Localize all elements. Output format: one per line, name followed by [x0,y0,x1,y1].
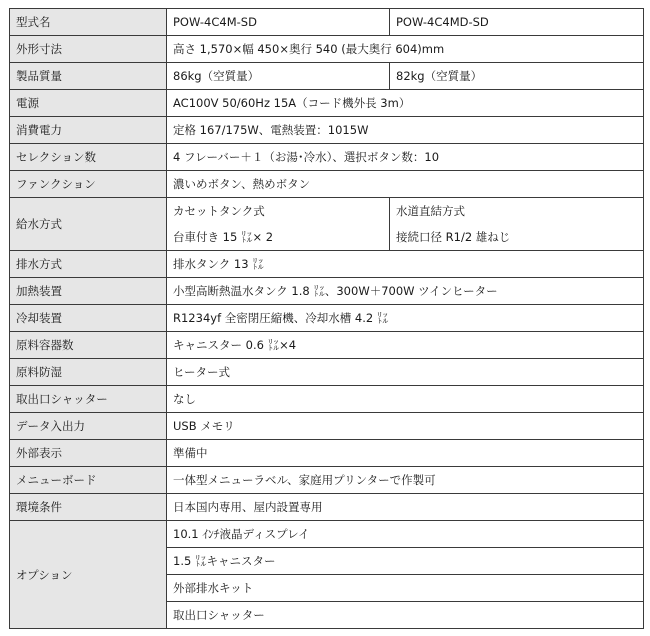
label-consumption: 消費電力 [10,117,167,144]
row-data-io [10,413,644,440]
option-item: 取出口シャッター [167,602,644,629]
row-model [10,9,644,36]
row-heater [10,278,644,305]
label-functions: ファンクション [10,171,167,198]
water-supply-a-line1: カセットタンク式 [173,204,265,218]
label-selections: セレクション数 [10,144,167,171]
label-menu-board: メニューボード [10,467,167,494]
value-functions: 濃いめボタン、熱めボタン [167,171,644,198]
row-cooler [10,305,644,332]
option-item: 10.1 ｲﾝﾁ液晶ディスプレイ [167,521,644,548]
value-dimensions: 高さ 1,570×幅 450×奥行 540 (最大奥行 604)mm [167,36,644,63]
value-weight-a: 86kg（空質量） [167,63,390,90]
label-water-supply: 給水方式 [10,198,167,251]
row-functions [10,171,644,198]
value-consumption: 定格 167/175W、電熱装置：1015W [167,117,644,144]
label-drain: 排水方式 [10,251,167,278]
value-model-b: POW-4C4MD-SD [390,9,644,36]
label-dimensions: 外形寸法 [10,36,167,63]
value-heater: 小型高断熱温水タンク 1.8 ㍑、300W＋700W ツインヒーター [167,278,644,305]
value-model-a: POW-4C4M-SD [167,9,390,36]
label-cooler: 冷却装置 [10,305,167,332]
label-data-io: データ入出力 [10,413,167,440]
value-drain: 排水タンク 13 ㍑ [167,251,644,278]
row-selections [10,144,644,171]
row-weight [10,63,644,90]
water-supply-b-line2: 接続口径 R1/2 雄ねじ [396,230,511,244]
label-power: 電源 [10,90,167,117]
water-supply-b-line1: 水道直結方式 [396,204,465,218]
label-model: 型式名 [10,9,167,36]
row-moisture [10,359,644,386]
row-drain [10,251,644,278]
option-item: 1.5 ㍑キャニスター [167,548,644,575]
row-display [10,440,644,467]
value-power: AC100V 50/60Hz 15A（コード機外長 3m） [167,90,644,117]
label-environment: 環境条件 [10,494,167,521]
option-item: 外部排水キット [167,575,644,602]
value-selections: 4 フレーバー＋１（お湯･冷水）、選択ボタン数：10 [167,144,644,171]
row-containers [10,332,644,359]
row-dimensions [10,36,644,63]
water-supply-a-line2: 台車付き 15 ㍑× 2 [173,230,274,244]
value-containers: キャニスター 0.6 ㍑×4 [167,332,644,359]
label-containers: 原料容器数 [10,332,167,359]
spec-table [9,8,644,629]
row-environment [10,494,644,521]
value-water-supply-a [167,198,390,251]
label-heater: 加熱装置 [10,278,167,305]
row-shutter [10,386,644,413]
value-data-io: USB メモリ [167,413,644,440]
value-shutter: なし [167,386,644,413]
row-power [10,90,644,117]
label-display: 外部表示 [10,440,167,467]
row-options [10,521,644,548]
row-menu-board [10,467,644,494]
value-moisture: ヒーター式 [167,359,644,386]
value-water-supply-b [390,198,644,251]
value-display: 準備中 [167,440,644,467]
value-environment: 日本国内専用、屋内設置専用 [167,494,644,521]
row-consumption [10,117,644,144]
row-water-supply [10,198,644,251]
value-weight-b: 82kg（空質量） [390,63,644,90]
label-moisture: 原料防湿 [10,359,167,386]
label-weight: 製品質量 [10,63,167,90]
value-cooler: R1234yf 全密閉圧縮機、冷却水槽 4.2 ㍑ [167,305,644,332]
value-menu-board: 一体型メニューラベル、家庭用プリンターで作製可 [167,467,644,494]
label-options: オプション [10,521,167,629]
label-shutter: 取出口シャッター [10,386,167,413]
